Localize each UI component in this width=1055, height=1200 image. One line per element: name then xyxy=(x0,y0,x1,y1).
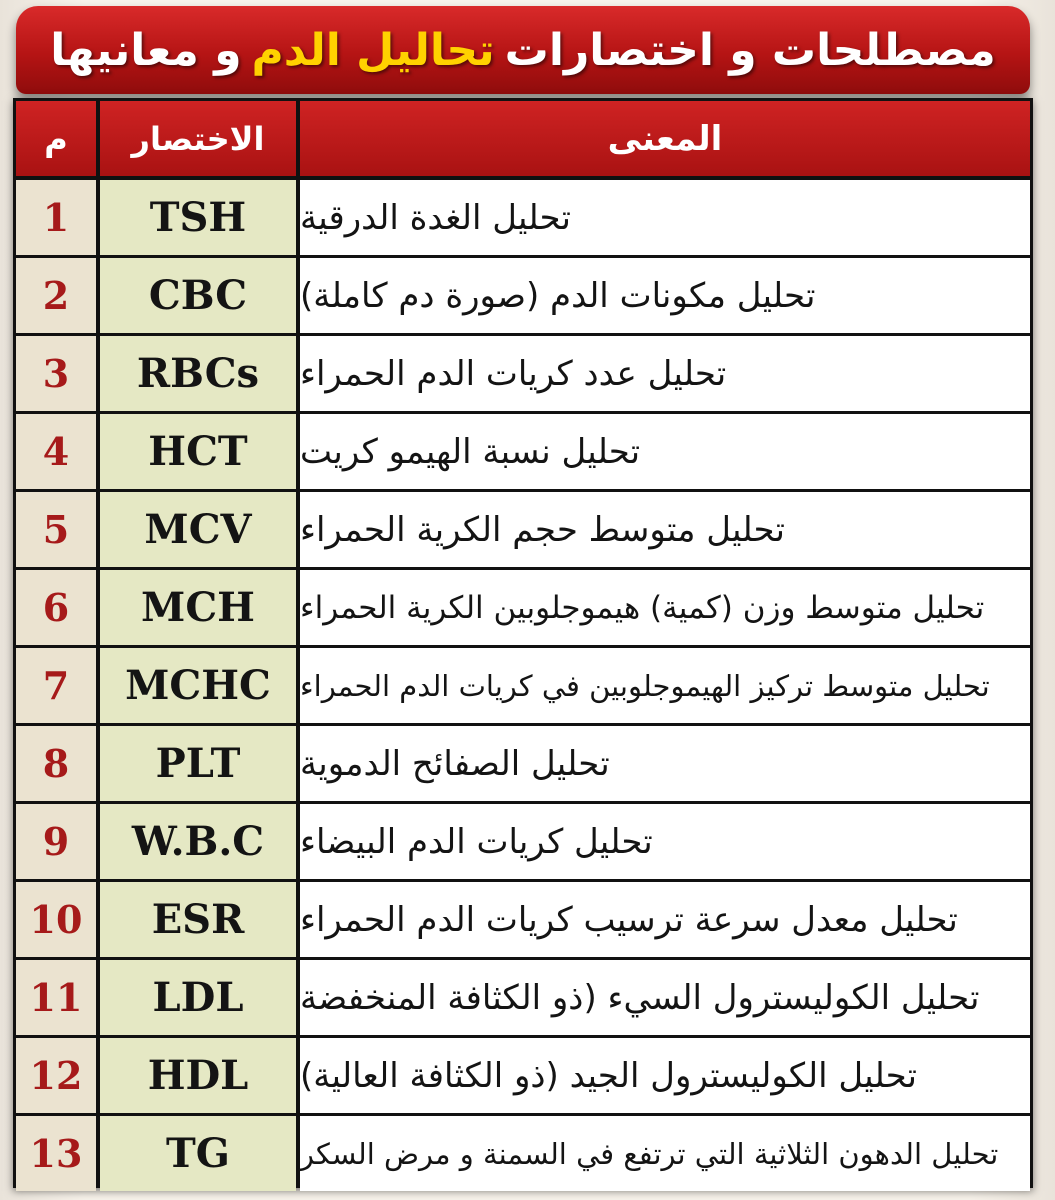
row-meaning-cell xyxy=(300,1038,1030,1113)
row-meaning: تحليل متوسط حجم الكرية الحمراء xyxy=(300,509,785,550)
header-number: م xyxy=(16,101,96,176)
row-meaning: تحليل الدهون الثلاثية التي ترتفع في السمنة و مرض السكر xyxy=(300,1136,999,1171)
row-meaning-cell xyxy=(300,648,1030,723)
table-row xyxy=(16,960,1030,1035)
row-meaning-cell xyxy=(300,258,1030,333)
row-meaning-cell xyxy=(300,960,1030,1035)
row-abbreviation: MCV xyxy=(100,492,296,567)
row-meaning: تحليل الغدة الدرقية xyxy=(300,197,571,238)
header-meaning xyxy=(300,101,1030,176)
terms-table xyxy=(13,98,1033,1188)
row-meaning: تحليل الكوليسترول السيء (ذو الكثافة المنخفضة xyxy=(300,977,980,1018)
table-row xyxy=(16,882,1030,957)
row-meaning: تحليل متوسط تركيز الهيموجلوبين في كريات الدم الحمراء xyxy=(300,668,990,703)
table-row xyxy=(16,570,1030,645)
row-meaning-cell xyxy=(300,492,1030,567)
table-row xyxy=(16,1116,1030,1191)
row-meaning-cell xyxy=(300,1116,1030,1191)
row-number: 5 xyxy=(16,492,96,567)
title-part-1: مصطلحات و اختصارات xyxy=(504,24,996,76)
header-abbreviation: الاختصار xyxy=(100,101,296,176)
row-meaning: تحليل متوسط وزن (كمية) هيموجلوبين الكرية الحمراء xyxy=(300,589,985,626)
row-abbreviation: W.B.C xyxy=(100,804,296,879)
title-part-2: و معانيها xyxy=(50,24,242,76)
row-abbreviation: CBC xyxy=(100,258,296,333)
row-number: 3 xyxy=(16,336,96,411)
row-number: 4 xyxy=(16,414,96,489)
table-row xyxy=(16,726,1030,801)
row-number: 1 xyxy=(16,180,96,255)
row-abbreviation: MCHC xyxy=(100,648,296,723)
row-meaning-cell xyxy=(300,570,1030,645)
row-number: 10 xyxy=(16,882,96,957)
table-row xyxy=(16,336,1030,411)
row-number: 13 xyxy=(16,1116,96,1191)
row-number: 9 xyxy=(16,804,96,879)
row-meaning: تحليل نسبة الهيمو كريت xyxy=(300,431,641,472)
table-header-row xyxy=(16,101,1030,176)
row-meaning: تحليل عدد كريات الدم الحمراء xyxy=(300,353,727,394)
row-meaning: تحليل الكوليسترول الجيد (ذو الكثافة العالية) xyxy=(300,1055,917,1096)
header-meaning-text: المعنى xyxy=(607,118,723,159)
row-abbreviation: HCT xyxy=(100,414,296,489)
row-meaning-cell xyxy=(300,726,1030,801)
row-number: 7 xyxy=(16,648,96,723)
table-row xyxy=(16,804,1030,879)
row-number: 11 xyxy=(16,960,96,1035)
title-banner xyxy=(16,6,1030,94)
row-meaning-cell xyxy=(300,414,1030,489)
row-meaning: تحليل معدل سرعة ترسيب كريات الدم الحمراء xyxy=(300,899,958,940)
row-number: 8 xyxy=(16,726,96,801)
table-row xyxy=(16,258,1030,333)
row-abbreviation: TG xyxy=(100,1116,296,1191)
title-highlight: تحاليل الدم xyxy=(251,24,495,76)
row-abbreviation: RBCs xyxy=(100,336,296,411)
row-number: 12 xyxy=(16,1038,96,1113)
table-row xyxy=(16,414,1030,489)
row-meaning: تحليل كريات الدم البيضاء xyxy=(300,821,653,862)
row-number: 6 xyxy=(16,570,96,645)
row-abbreviation: PLT xyxy=(100,726,296,801)
row-meaning: تحليل مكونات الدم (صورة دم كاملة) xyxy=(300,275,816,316)
row-number: 2 xyxy=(16,258,96,333)
table-row xyxy=(16,1038,1030,1113)
row-meaning-cell xyxy=(300,882,1030,957)
table-row xyxy=(16,180,1030,255)
row-meaning: تحليل الصفائح الدموية xyxy=(300,743,610,784)
table-row xyxy=(16,492,1030,567)
row-abbreviation: ESR xyxy=(100,882,296,957)
row-meaning-cell xyxy=(300,336,1030,411)
row-abbreviation: HDL xyxy=(100,1038,296,1113)
row-meaning-cell xyxy=(300,180,1030,255)
table-row xyxy=(16,648,1030,723)
row-meaning-cell xyxy=(300,804,1030,879)
row-abbreviation: LDL xyxy=(100,960,296,1035)
row-abbreviation: TSH xyxy=(100,180,296,255)
row-abbreviation: MCH xyxy=(100,570,296,645)
